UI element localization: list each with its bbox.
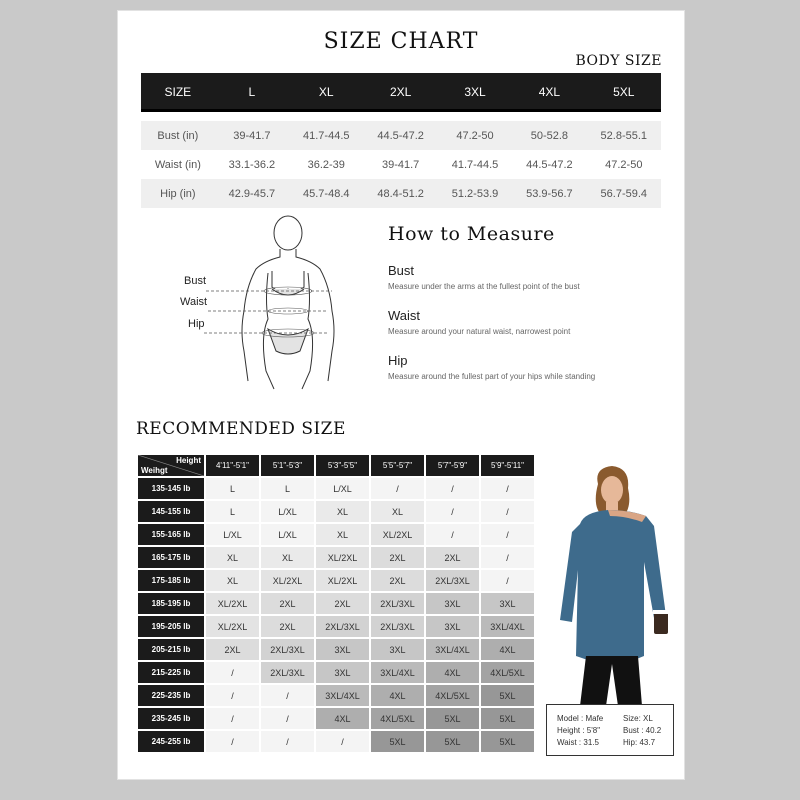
size-cell: 5XL (481, 731, 534, 752)
measure-waist-desc: Measure around your natural waist, narrowest point (388, 327, 571, 336)
table-row (138, 501, 534, 522)
height-header: 4'11"-5'1" (206, 455, 259, 476)
recommended-size-table (136, 453, 536, 754)
size-cell: 4XL (316, 708, 369, 729)
size-cell: 2XL (426, 547, 479, 568)
body-size-subtitle: BODY SIZE (575, 53, 662, 69)
model-height: Height : 5'8" (557, 726, 601, 735)
size-cell: / (261, 685, 314, 706)
table-row (138, 524, 534, 545)
size-cell: / (371, 478, 424, 499)
weight-label: 175-185 lb (138, 570, 204, 591)
size-cell: / (261, 731, 314, 752)
model-photo (550, 466, 675, 706)
column-header: 2XL (363, 73, 437, 111)
size-cell: 2XL (261, 593, 314, 614)
table-cell: 47.2-50 (605, 158, 643, 171)
size-cell: 4XL/5XL (371, 708, 424, 729)
size-cell: / (261, 708, 314, 729)
size-cell: / (426, 501, 479, 522)
size-cell: 4XL (371, 685, 424, 706)
size-cell: 3XL (371, 639, 424, 660)
size-cell: 3XL (316, 639, 369, 660)
table-row (138, 731, 534, 752)
body-size-table (141, 73, 661, 208)
table-cell: 44.5-47.2 (363, 121, 437, 150)
weight-label: 135-145 lb (138, 478, 204, 499)
size-cell: 2XL (261, 616, 314, 637)
size-cell: XL/2XL (261, 570, 314, 591)
table-row (138, 593, 534, 614)
height-header: 5'7"-5'9" (426, 455, 479, 476)
size-cell: XL (206, 570, 259, 591)
corner-height-label: Height (176, 456, 201, 465)
measure-bust-heading: Bust (388, 263, 415, 278)
figure-label-hip: Hip (188, 318, 205, 330)
measure-hip-heading: Hip (388, 353, 408, 368)
size-cell: / (481, 501, 534, 522)
size-cell: 3XL/4XL (481, 616, 534, 637)
size-cell: 4XL/5XL (481, 662, 534, 683)
height-header: 5'3"-5'5" (316, 455, 369, 476)
height-header: 5'9"-5'11" (481, 455, 534, 476)
size-cell: / (206, 708, 259, 729)
size-cell: XL (206, 547, 259, 568)
model-size: Size: XL (623, 714, 653, 723)
size-cell: 5XL (481, 708, 534, 729)
size-cell: / (481, 524, 534, 545)
size-cell: / (481, 478, 534, 499)
size-cell: 2XL/3XL (261, 639, 314, 660)
table-cell: 39-41.7 (215, 121, 289, 150)
corner-weight-label: Weihgt (141, 466, 168, 475)
column-header: SIZE (141, 73, 215, 111)
figure-label-waist: Waist (180, 296, 208, 308)
table-cell: 48.4-51.2 (363, 179, 437, 208)
size-cell: L/XL (261, 524, 314, 545)
table-row (138, 685, 534, 706)
weight-label: 225-235 lb (138, 685, 204, 706)
size-cell: XL (316, 524, 369, 545)
weight-label: 155-165 lb (138, 524, 204, 545)
table-cell: 47.2-50 (438, 121, 512, 150)
column-header: 5XL (587, 73, 661, 111)
table-row (141, 179, 661, 208)
weight-label: 185-195 lb (138, 593, 204, 614)
size-cell: XL/2XL (316, 570, 369, 591)
body-size-header-row (141, 73, 661, 111)
model-bust: Bust : 40.2 (623, 726, 662, 735)
size-cell: 2XL (316, 593, 369, 614)
header-underline (141, 109, 661, 112)
size-cell: L/XL (261, 501, 314, 522)
page-title: SIZE CHART (323, 29, 479, 54)
measure-hip-desc: Measure around the fullest part of your hips while standing (388, 372, 596, 381)
size-cell: / (206, 685, 259, 706)
weight-label: 195-205 lb (138, 616, 204, 637)
size-cell: L/XL (316, 478, 369, 499)
measure-bust-desc: Measure under the arms at the fullest point of the bust (388, 282, 580, 291)
size-cell: / (206, 731, 259, 752)
size-cell: 3XL (316, 662, 369, 683)
table-row (141, 121, 661, 150)
table-cell: 42.9-45.7 (215, 179, 289, 208)
corner-diagonal-line (138, 455, 204, 476)
size-cell: 3XL/4XL (371, 662, 424, 683)
size-cell: / (426, 524, 479, 545)
table-row (138, 708, 534, 729)
model-waist: Waist : 31.5 (557, 738, 599, 747)
weight-label: 245-255 lb (138, 731, 204, 752)
table-row (138, 478, 534, 499)
size-cell: XL (316, 501, 369, 522)
table-row (138, 616, 534, 637)
size-cell: 3XL/4XL (426, 639, 479, 660)
table-cell: 33.1-36.2 (228, 158, 276, 171)
row-label: Waist (in) (154, 158, 201, 171)
size-cell: 4XL/5XL (426, 685, 479, 706)
weight-label: 215-225 lb (138, 662, 204, 683)
figure-label-bust: Bust (184, 275, 207, 287)
size-cell: XL (261, 547, 314, 568)
height-header: 5'5"-5'7" (371, 455, 424, 476)
weight-label: 165-175 lb (138, 547, 204, 568)
height-header-row (138, 455, 534, 476)
table-row (138, 662, 534, 683)
row-label: Hip (in) (141, 179, 215, 208)
size-cell: 2XL/3XL (261, 662, 314, 683)
size-cell: XL (371, 501, 424, 522)
size-cell: XL/2XL (206, 593, 259, 614)
weight-label: 205-215 lb (138, 639, 204, 660)
size-cell: 3XL/4XL (316, 685, 369, 706)
size-cell: 2XL/3XL (371, 593, 424, 614)
table-corner-cell (138, 455, 204, 476)
table-cell: 53.9-56.7 (512, 179, 586, 208)
size-cell: 2XL/3XL (426, 570, 479, 591)
size-cell: / (481, 570, 534, 591)
table-cell: 51.2-53.9 (438, 179, 512, 208)
size-cell: 3XL (481, 593, 534, 614)
size-cell: / (206, 662, 259, 683)
size-cell: L (206, 478, 259, 499)
table-row (138, 639, 534, 660)
size-cell: L (261, 478, 314, 499)
table-cell: 50-52.8 (512, 121, 586, 150)
size-chart-card (117, 10, 685, 780)
measure-waist-heading: Waist (388, 308, 421, 323)
size-cell: / (316, 731, 369, 752)
size-cell: XL/2XL (206, 616, 259, 637)
weight-label: 235-245 lb (138, 708, 204, 729)
size-cell: XL/2XL (371, 524, 424, 545)
size-cell: / (481, 547, 534, 568)
table-row (138, 570, 534, 591)
size-cell: 2XL/3XL (316, 616, 369, 637)
size-cell: 3XL (426, 616, 479, 637)
size-cell: 3XL (426, 593, 479, 614)
table-cell: 56.7-59.4 (587, 179, 661, 208)
table-cell: 41.7-44.5 (289, 121, 363, 150)
size-cell: 4XL (426, 662, 479, 683)
recommended-size-title: RECOMMENDED SIZE (136, 419, 346, 439)
column-header: 3XL (438, 73, 512, 111)
size-cell: 5XL (426, 708, 479, 729)
row-label: Bust (in) (141, 121, 215, 150)
size-cell: L (206, 501, 259, 522)
model-name: Model : Mafe (557, 714, 604, 723)
size-cell: 2XL (206, 639, 259, 660)
table-row (138, 547, 534, 568)
model-hip: Hip: 43.7 (623, 738, 656, 747)
size-cell: 5XL (481, 685, 534, 706)
column-header: L (215, 73, 289, 111)
table-cell: 44.5-47.2 (526, 158, 573, 171)
table-row (141, 150, 661, 179)
size-cell: L/XL (206, 524, 259, 545)
size-cell: 5XL (426, 731, 479, 752)
height-header: 5'1"-5'3" (261, 455, 314, 476)
size-cell: / (426, 478, 479, 499)
size-cell: XL/2XL (316, 547, 369, 568)
size-cell: 2XL (371, 570, 424, 591)
size-cell: 4XL (481, 639, 534, 660)
how-to-measure-title: How to Measure (388, 223, 555, 245)
model-info-box (546, 704, 674, 756)
table-cell: 41.7-44.5 (451, 158, 499, 171)
table-cell: 45.7-48.4 (289, 179, 363, 208)
size-cell: 2XL (371, 547, 424, 568)
table-cell: 36.2-39 (307, 158, 345, 171)
column-header: 4XL (512, 73, 586, 111)
table-cell: 52.8-55.1 (587, 121, 661, 150)
column-header: XL (289, 73, 363, 111)
weight-label: 145-155 lb (138, 501, 204, 522)
size-cell: 2XL/3XL (371, 616, 424, 637)
size-cell: 5XL (371, 731, 424, 752)
table-cell: 39-41.7 (381, 158, 420, 171)
